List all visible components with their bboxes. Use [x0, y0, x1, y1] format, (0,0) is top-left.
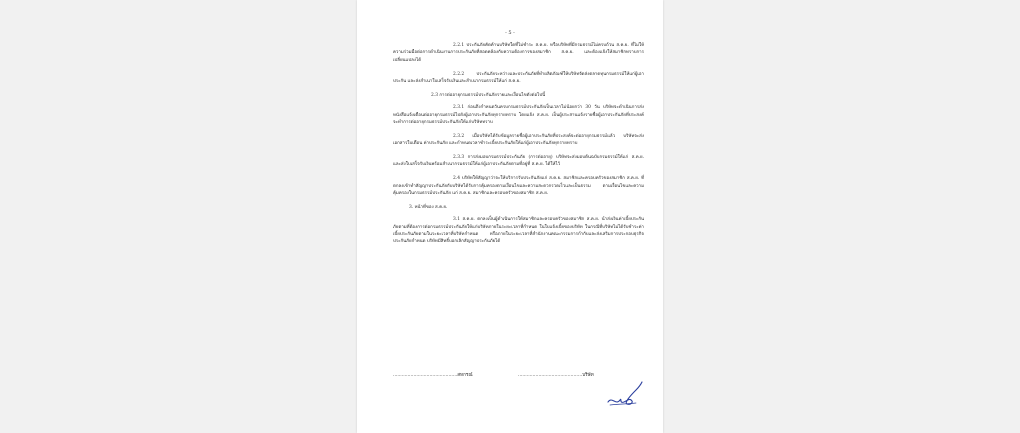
signature-line-company: ............................................บริษัท [518, 373, 594, 378]
paragraph-2-2-2: 2.2.2 ประกันภัยระหว่างและประกันภัยที่ทำผลิตภัณฑ์ให้บริษัทจัดส่งตลาดทุนกรมธรรม์ให้แก่ผู้เอาประกัน และส่งสำเนาใบเสร็จรับเงินและสำเนากรมธรรม์ให้แก่ ส.ค.ย. [393, 71, 644, 85]
paragraph-3-1: 3.1 ส.ค.ย. ตกลงเป็นผู้ดำเนินการให้สมาชิกและครอบครัวของสมาชิก ส.ค.ย. นำส่งเงินค่าเบี้ยประกันภัยตามที่ต้องการต่อกรมธรรม์ประกันภัยให้แก่บริษัทภายในระยะเวลาที่กำหนด ในใบแจ้งเบี้ยของบริษัท ในกรณีที่บริษัทไม่ได้รับชำระค่าเบี้ยประกันภัยตามในระยะเวลาที่บริษัทกำหนด หรือภายในระยะเวลาที่สำนักงานคณะกรรมการกำกับและส่งเสริมการประกอบธุรกิจประกันภัยกำหนด บริษัทมีสิทธิ์บอกเลิกสัญญาประกันภัยได้ [393, 217, 644, 245]
paragraph-2-4: 2.4 บริษัทให้สัญญาว่าจะให้บริการรับประกันภัยแก่ ส.ค.ย. สมาชิกและครอบครัวของสมาชิก ส.ค.ย. ที่ตกลงเข้าทำสัญญาประกันภัยกับบริษัทได้รับการคุ้มครองตามเงื่อนไขและความสะดวกรวดเร็วและเป็นธรรม ตามเงื่อนไขและความคุ้มครองในกรมธรรม์ประกันภัย แก่ ส.ค.ย. สมาชิกและครอบครัวของสมาชิก ส.ค.ย. [393, 176, 644, 197]
document-body [393, 42, 644, 252]
document-page [357, 0, 663, 433]
page-number: - 5 - [505, 30, 515, 36]
paragraph-2-3-3: 2.3.3 การส่งมอบกรมธรรม์ประกันภัย (การต่ออายุ) บริษัทจะส่งมอบต้นฉบับกรมธรรม์ให้แก่ ส.ค.ย. และส่งใบเสร็จรับเงินพร้อมสำเนากรมธรรม์ให้แก่ผู้เอาประกันภัยตามที่อยู่ที่ ส.ค.ย. ได้ให้ไว้ [393, 155, 644, 168]
paragraph-2-3-2: 2.3.2 เมื่อบริษัทได้รับข้อมูลรายชื่อผู้เอาประกันภัยที่ประสงค์จะต่ออายุกรมธรรม์แล้ว บริษัทจะส่งเอกสารใบเตือน ค่าประกันภัย และกำหนดเวลาชำระเบี้ยประกันภัยให้แก่ผู้เอาประกันภัยทุกรายทราบ [393, 133, 644, 147]
heading-3: 3. หน้าที่ของ ส.ค.ย. [409, 204, 448, 210]
heading-2-3: 2.3 การต่ออายุกรมธรรม์ประกันภัยรายและเงื่อนไขดังต่อไปนี้ [431, 92, 546, 98]
paragraph-2-3-1: 2.3.1 ก่อนถึงกำหนดวันครบกรมธรรม์ประกันภัยเป็นเวลาไม่น้อยกว่า 30 วัน บริษัทจะดำเนินการส่งหนังสือแจ้งเตือนต่ออายุกรมธรรม์ไปยังผู้เอาประกันภัยทุกรายทราบ โดยแจ้ง ส.ค.ย. เป็นผู้ประสานแจ้งรายชื่อผู้เอาประกันภัยที่ประสงค์จะทำการต่ออายุกรมธรรม์ประกันภัยให้แก่บริษัททราบ [393, 105, 644, 126]
signature-line-cooperative: ............................................สหกรณ์ [393, 373, 473, 378]
handwritten-signature [606, 380, 646, 408]
paragraph-2-2-1: 2.2.1 ประกันภัยคัดค้านบริษัทใดที่ไม่ชำระ ส.ค.ย. หรือบริษัทที่มีกรมธรรม์ไม่ครบถ้วน ส.ค.ย. ที่ไม่ให้ความร่วมมือต่อการดำเนินงานการประกันภัยที่สอดคล้องกับความต้องการของสมาชิก ส.ค.ย. และต้องแจ้งให้สมาชิกทราบการเปลี่ยนแปลงได้ [393, 43, 644, 63]
